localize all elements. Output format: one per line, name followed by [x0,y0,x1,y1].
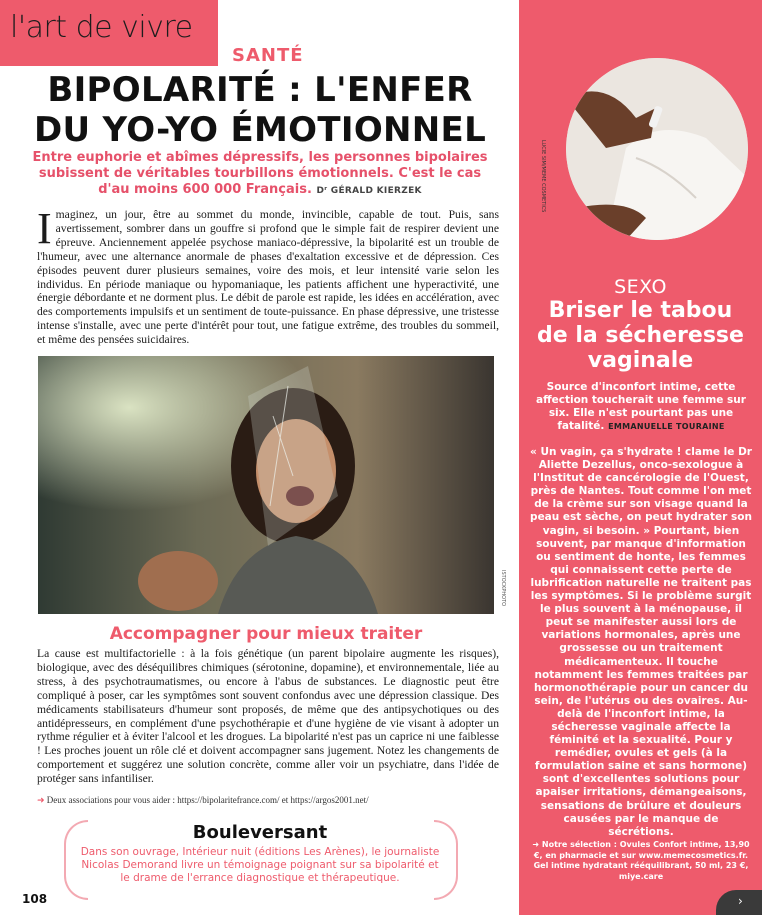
page-number: 108 [22,892,48,906]
chevron-icon: › [738,894,743,908]
intro-text: maginez, un jour, être au sommet du monde, invincible, capable de tout. Puis, sans avertissement, sombrer dans un gouffre si profond que le simple fait de respirer devient une épreuve. Anciennement appelée psychose maniaco-dépressive, la bipolarité est un trouble de l'humeur, avec une alternance anormale de phases d'exaltation excessive et de dépression. Ces épisodes peuvent durer plusieurs semaines, voire des mois, et leur intensité varie selon les individus. En période maniaque ou hypomaniaque, les patients affichent une hyperactivité, une énergie débordante et ne dorment plus. Le débit de parole est rapide, les idées en accélération, avec des comportements impulsifs et un sentiment de toute-puissance. En phase dépressive, une tristesse intense s'installe, avec une perte d'intérêt pour tout, une fatigue extrême, des troubles du sommeil, et même des pensées suicidaires. [37,208,499,347]
section-tag [0,0,218,66]
article-lede [30,150,490,199]
article-byline: Dʳ GÉRALD KIERZEK [316,186,422,196]
section-label: l'art de vivre [10,10,193,45]
sidebar-selection [530,840,752,882]
sidebar-title-line3: vaginale [587,348,694,373]
sidebar-lede [530,381,752,433]
box-text: Dans son ouvrage, Intérieur nuit (éditions Les Arènes), le journaliste Nicolas Demorand livre un témoignage poignant sur sa bipolarité et le drame de l'errance diagnostique et thérapeutique. [80,846,440,884]
body-paragraph: La cause est multifactorielle : à la fois génétique (un parent bipolaire augmente les risques), biologique, avec des déséquilibres chimiques (sérotonine, dopamine), et environnementale, liée au stress, à des psychotraumatismes, ou encore à l'abus de substances. Le diagnostic peut être compliqué à poser, car les symptômes sont souvent confondus avec une dépression classique. Des médicaments stabilisateurs d'humeur sont proposés, de même que des antipsychotiques ou des antidépresseurs, en complément d'une psychothérapie et d'une hygiène de vie visant à adopter un rythme régulier et à éviter l'alcool et les drogues. La bipolarité n'est pas un caprice ni une faiblesse ! Les proches jouent un rôle clé et doivent accompagner sans jugement. Notez les changements de comportement et suggérez une solution concrète, comme aller voir un psychiatre, dans l'idée de protéger sans infantiliser. [37,647,499,786]
article-headline-line2: DU YO-YO ÉMOTIONNEL [33,110,487,150]
article-headline-line1: BIPOLARITÉ : L'ENFER [47,70,473,110]
woman-mirror-image [38,356,494,614]
hand-product-image [566,58,748,240]
photo-credit: ISTOCKPHOTO [500,570,506,607]
lede-text: Entre euphorie et abîmes dépressifs, les personnes bipolaires subissent de véritables tourbillons émotionnels. C'est le cas d'au moins 600 000 Français. [32,150,488,197]
page-corner-tab [716,890,762,915]
selection-text: Notre sélection : Ovules Confort intime, 13,90 €, en pharmacie et sur www.memecosmetics.fr. Gel intime hydratant rééquilibrant, 50 ml, 23 €, miye.care [533,840,750,881]
links-text: Deux associations pour vous aider : https://bipolaritefrance.com/ et https://argos2001.net/ [46,795,369,805]
article-kicker: SANTÉ [232,45,304,66]
sidebar-photo-credit: LUCIE SIM/MEME COSMETICS [540,140,546,213]
article-photo [38,356,494,614]
sidebar-photo [566,58,748,240]
intro-paragraph [37,204,499,347]
article-subhead: Accompagner pour mieux traiter [109,624,423,644]
sidebar-title-line1: Briser le tabou [548,298,733,323]
selection-arrow-icon: ➜ [532,840,540,849]
drop-cap: I [37,204,52,253]
sidebar-title-line2: de la sécheresse [537,323,744,348]
sidebar-body: « Un vagin, ça s'hydrate ! clame le Dr Aliette Dezellus, onco-sexologue à l'Institut de cancérologie de l'Ouest, près de Nantes. Tout comme l'on met de la crème sur son visage quand la peau est sèche, on peut hydrater son vagin, si besoin. » Pourtant, bien souvent, par manque d'information ou sentiment de honte, les femmes qui connaissent cette perte de lubrification naturelle ne traitent pas les symptômes. Si le problème surgit le plus souvent à la ménopause, il peut se manifester aussi lors de variations hormonales, après une grossesse ou un traitement médicamenteux. Il touche notamment les femmes traitées par hormonothérapie pour un cancer du sein, de l'utérus ou des ovaires. Au-delà de l'inconfort intime, la sécheresse vaginale affecte la féminité et la sexualité. Pour y remédier, ovules et gels (à la formulation saine et sans hormone) sont d'excellentes solutions pour apaiser irritations, démangeaisons, sensations de brûlure et douleurs causées par le manque de sécrétions. [530,446,752,838]
sidebar-byline: EMMANUELLE TOURAINE [608,422,725,431]
box-title: Bouleversant [192,822,328,843]
sidebar-lede-text: Source d'inconfort intime, cette affection toucherait une femme sur six. Elle n'est pourtant pas une fatalité. [536,381,746,432]
association-links [37,795,499,806]
sidebar-kicker: SEXO [614,276,667,298]
arrow-right-icon: ➜ [37,796,45,806]
sidebar-title [519,298,762,373]
